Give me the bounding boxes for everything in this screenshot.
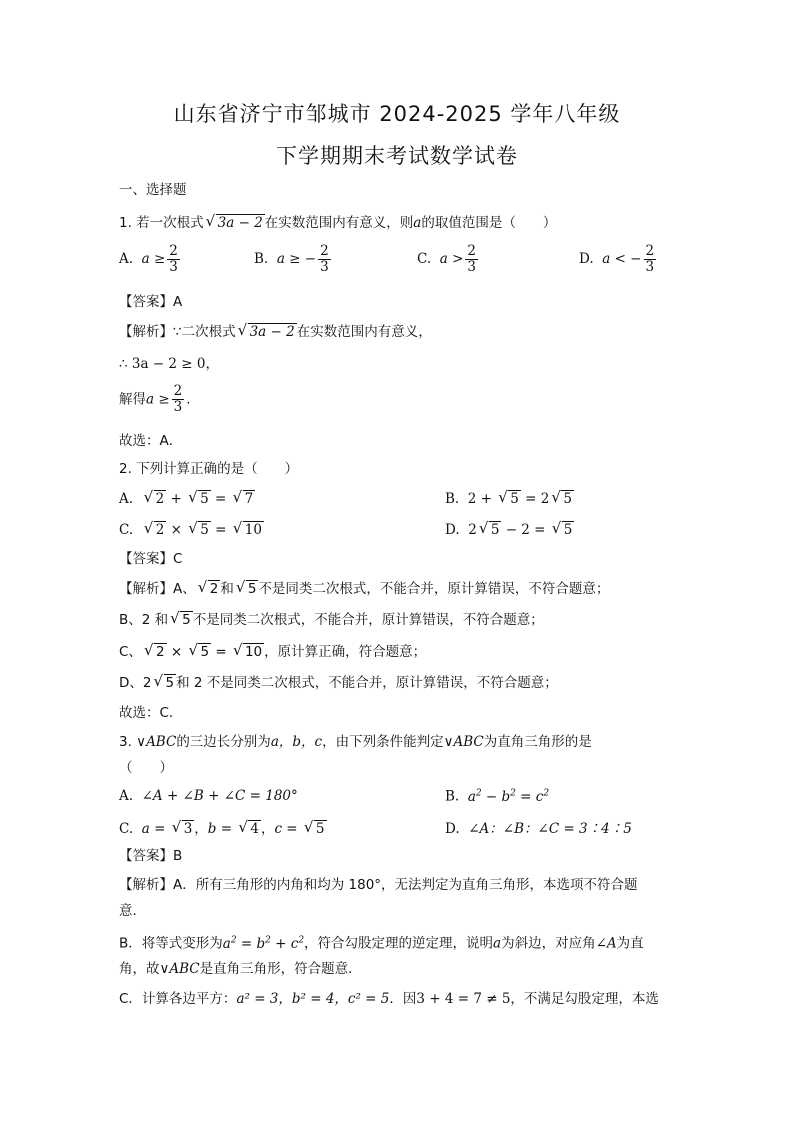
- sqrt-icon: √ 3a − 2: [206, 214, 265, 232]
- q3-analysis-b1: B．将等式变形为$a^2 = b^2 + c^2$，符合勾股定理的逆定理，说明a为斜边，对应角∠A为直: [119, 935, 644, 952]
- q3-analysis-c: C．计算各边平方：a² = 3，b² = 4，c² = 5．因3 + 4 = 7 ≠ 5，不满足勾股定理，本选: [119, 991, 659, 1007]
- q1-option-b: B. a ≥ − $\frac{2}{3}$: [254, 243, 329, 275]
- q3-analysis-b2: 角，故∨ABC是直角三角形，符合题意．: [119, 961, 362, 977]
- q1-analysis-2: ∴ 3a − 2 ≥ 0，: [119, 356, 219, 372]
- q3-option-c: C. a = √ 3 ，b = √ 4 ，c = √ 5: [119, 817, 327, 837]
- q1-option-d: D. a < − $\frac{2}{3}$: [579, 243, 655, 275]
- doc-title-line2: 下学期期末考试数学试卷: [276, 144, 518, 168]
- q2-answer: 【答案】C: [119, 551, 183, 567]
- q1-answer: 【答案】A: [119, 294, 183, 310]
- q3-answer: 【答案】B: [119, 848, 183, 864]
- q1-option-c: C. a > $\frac{2}{3}$: [417, 243, 476, 275]
- q1-choose: 故选：A．: [119, 433, 183, 449]
- q3-paren: （ ）: [119, 760, 173, 776]
- q2-option-a: A. √ 2 + √ 5 = √ 7: [119, 490, 255, 507]
- q2-analysis-d: D、2√ 5 和 2 不是同类二次根式，不能合并，原计算错误，不符合题意；: [119, 674, 558, 692]
- q2-analysis-c: C、√ 2 × √ 5 = √ 10 ，原计算正确，符合题意；: [119, 643, 426, 661]
- q3-stem: 3. ∨ABC的三边长分别为a，b，c，由下列条件能判定∨ABC为直角三角形的是: [119, 734, 592, 750]
- q2-analysis-a: 【解析】A、√ 2 和√ 5 不是同类二次根式，不能合并，原计算错误，不符合题意；: [119, 580, 609, 598]
- q1-option-a: A. a ≥ $\frac{2}{3}$: [119, 243, 178, 275]
- q2-option-d: D. 2√ 5 − 2 = √ 5: [445, 521, 574, 538]
- q2-choose: 故选：C．: [119, 705, 183, 721]
- q3-analysis-a2: 意．: [119, 903, 146, 919]
- q3-option-a: A. ∠A + ∠B + ∠C = 180°: [119, 788, 298, 804]
- q2-analysis-b: B、2 和√ 5 不是同类二次根式，不能合并，原计算错误，不符合题意；: [119, 611, 544, 629]
- q2-option-b: B. 2 + √ 5 = 2√ 5: [445, 490, 574, 507]
- q2-option-c: C. √ 2 × √ 5 = √ 10: [119, 521, 264, 538]
- q3-analysis-a: 【解析】A．所有三角形的内角和均为 180°，无法判定为直角三角形，本选项不符合题: [119, 877, 638, 893]
- q2-stem: 2. 下列计算正确的是（ ）: [119, 461, 299, 477]
- q3-option-b: B. $a^2 - b^2 = c^2$: [445, 788, 550, 805]
- q3-option-d: D. ∠A：∠B：∠C = 3∶4∶5: [445, 821, 632, 837]
- q1-stem: 1. 若一次根式√ 3a − 2 在实数范围内有意义，则a的取值范围是（ ）: [119, 214, 556, 232]
- q1-analysis-3: 解得a ≥ $\frac{2}{3}$ .: [119, 383, 191, 415]
- section-heading: 一、选择题: [119, 182, 187, 198]
- doc-title-line1: 山东省济宁市邹城市 2024-2025 学年八年级: [173, 102, 621, 126]
- q1-analysis-1: 【解析】∵二次根式√ 3a − 2 在实数范围内有意义，: [119, 323, 432, 341]
